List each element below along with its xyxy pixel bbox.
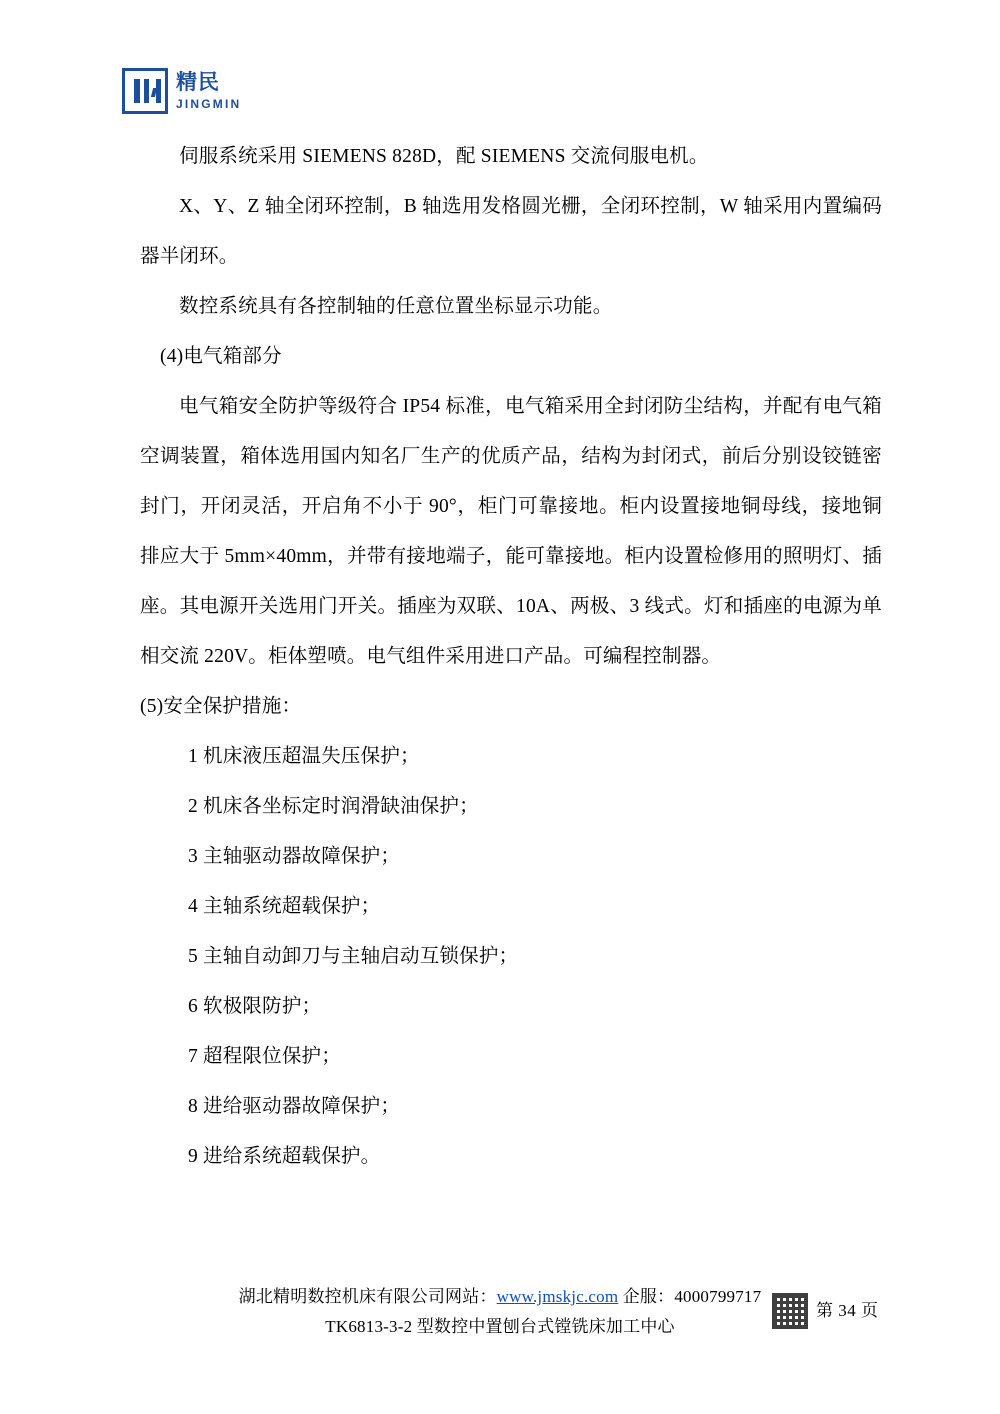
- qr-code-icon: [772, 1293, 808, 1329]
- logo-mark-icon: [122, 68, 168, 114]
- footer-product-line: TK6813-3-2 型数控中置刨台式镗铣床加工中心: [325, 1317, 675, 1336]
- paragraph-axis-control: X、Y、Z 轴全闭环控制，B 轴选用发格圆光栅，全闭环控制，W 轴采用内置编码器半闭环。: [140, 196, 882, 267]
- logo-wordmark: [176, 72, 241, 110]
- page-number: 第 34 页: [816, 1301, 879, 1320]
- list-item: 4 主轴系统超载保护；: [188, 896, 381, 917]
- list-item: 7 超程限位保护；: [188, 1046, 341, 1067]
- document-body: [140, 132, 882, 1182]
- list-item: 1 机床液压超温失压保护；: [188, 746, 420, 767]
- footer-company-prefix: 湖北精明数控机床有限公司网站：: [238, 1287, 497, 1306]
- paragraph-electrical-cabinet-detail: 电气箱安全防护等级符合 IP54 标准，电气箱采用全封闭防尘结构，并配有电气箱空调装置，箱体选用国内知名厂生产的优质产品，结构为封闭式，前后分别设铰链密封门，开闭灵活，开启角不小于 90°，柜门可靠接地。柜内设置接地铜母线，接地铜排应大于 5mm×40mm，并带有接地端子，能可靠接地。柜内设置检修用的照明灯、插座。其电源开关选用门开关。插座为双联、10A、两极、3 线式。灯和插座的电源为单相交流 220V。柜体塑喷。电气组件采用进口产品。可编程控制器。: [140, 396, 882, 667]
- logo-chinese-name: 精民: [176, 71, 220, 94]
- logo-english-name: JINGMIN: [176, 97, 242, 111]
- list-item: 5 主轴自动卸刀与主轴启动互锁保护；: [188, 946, 519, 967]
- list-item: 6 软极限防护；: [188, 996, 322, 1017]
- footer-website-link[interactable]: www.jmskjc.com: [496, 1287, 619, 1306]
- list-item: 8 进给驱动器故障保护；: [188, 1096, 401, 1117]
- footer-service-number: 企服：4000799717: [618, 1287, 762, 1306]
- list-item: 2 机床各坐标定时润滑缺油保护；: [188, 796, 479, 817]
- list-item: 9 进给系统超载保护。: [188, 1146, 381, 1167]
- paragraph-coordinate-display: 数控系统具有各控制轴的任意位置坐标显示功能。: [179, 296, 613, 317]
- company-logo: [122, 68, 241, 114]
- list-item: 3 主轴驱动器故障保护；: [188, 846, 401, 867]
- heading-electrical-cabinet: (4)电气箱部分: [160, 346, 282, 367]
- heading-safety-measures: (5)安全保护措施：: [140, 696, 302, 717]
- paragraph-servo-system: 伺服系统采用 SIEMENS 828D，配 SIEMENS 交流伺服电机。: [179, 146, 709, 167]
